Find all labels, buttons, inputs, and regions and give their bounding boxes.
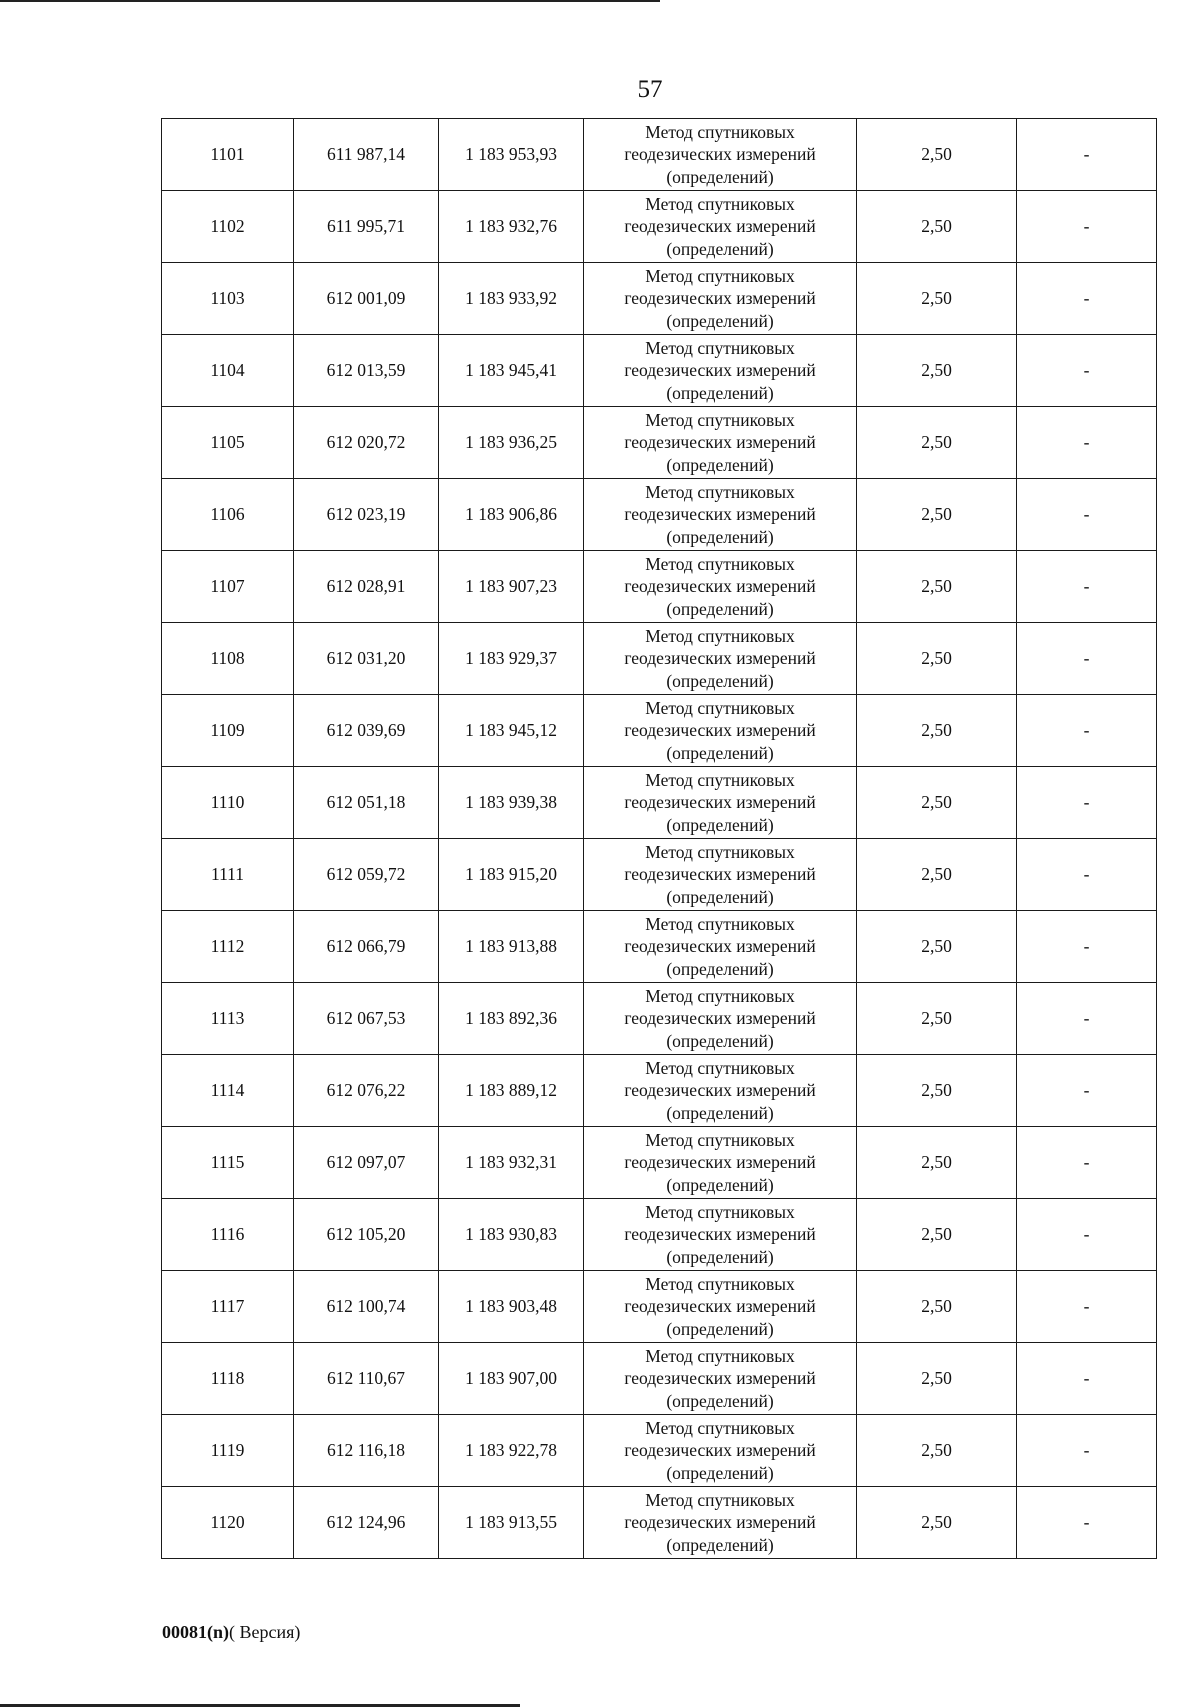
x-coordinate-cell: 612 031,20 xyxy=(294,623,439,695)
x-coordinate-cell: 612 001,09 xyxy=(294,263,439,335)
method-line: (определений) xyxy=(666,1246,774,1267)
method-line: Метод спутниковых xyxy=(645,1129,795,1150)
method-line: (определений) xyxy=(666,526,774,547)
x-coordinate-cell: 612 051,18 xyxy=(294,767,439,839)
point-number-cell: 1103 xyxy=(162,263,294,335)
method-line: (определений) xyxy=(666,1390,774,1411)
point-number-cell: 1116 xyxy=(162,1199,294,1271)
method-line: Метод спутниковых xyxy=(645,985,795,1006)
method-line: геодезических измерений xyxy=(624,1008,816,1029)
method-cell xyxy=(584,1271,857,1343)
x-coordinate-cell: 612 097,07 xyxy=(294,1127,439,1199)
method-line: (определений) xyxy=(666,454,774,475)
method-cell xyxy=(584,191,857,263)
point-number-cell: 1110 xyxy=(162,767,294,839)
table-row xyxy=(162,1487,1157,1559)
y-coordinate-cell: 1 183 936,25 xyxy=(439,407,584,479)
method-line: Метод спутниковых xyxy=(645,1489,795,1510)
method-line: (определений) xyxy=(666,1318,774,1339)
x-coordinate-cell: 612 059,72 xyxy=(294,839,439,911)
table-row xyxy=(162,407,1157,479)
method-line: Метод спутниковых xyxy=(645,553,795,574)
note-cell: - xyxy=(1017,767,1157,839)
y-coordinate-cell: 1 183 945,12 xyxy=(439,695,584,767)
precision-cell: 2,50 xyxy=(857,983,1017,1055)
table-row xyxy=(162,263,1157,335)
footer-code: 00081(n) xyxy=(162,1622,229,1642)
method-line: (определений) xyxy=(666,958,774,979)
method-cell xyxy=(584,119,857,191)
method-cell xyxy=(584,335,857,407)
y-coordinate-cell: 1 183 906,86 xyxy=(439,479,584,551)
note-cell: - xyxy=(1017,1127,1157,1199)
coordinates-table xyxy=(161,118,1157,1559)
method-cell xyxy=(584,407,857,479)
point-number-cell: 1102 xyxy=(162,191,294,263)
point-number-cell: 1117 xyxy=(162,1271,294,1343)
method-cell xyxy=(584,695,857,767)
method-line: геодезических измерений xyxy=(624,576,816,597)
method-line: Метод спутниковых xyxy=(645,1417,795,1438)
note-cell: - xyxy=(1017,335,1157,407)
table-row xyxy=(162,623,1157,695)
coordinates-table-body xyxy=(162,119,1157,1559)
precision-cell: 2,50 xyxy=(857,1127,1017,1199)
method-cell xyxy=(584,1343,857,1415)
precision-cell: 2,50 xyxy=(857,839,1017,911)
table-row xyxy=(162,551,1157,623)
method-cell xyxy=(584,479,857,551)
method-line: геодезических измерений xyxy=(624,504,816,525)
x-coordinate-cell: 611 995,71 xyxy=(294,191,439,263)
method-line: (определений) xyxy=(666,310,774,331)
method-line: (определений) xyxy=(666,238,774,259)
point-number-cell: 1108 xyxy=(162,623,294,695)
method-cell xyxy=(584,1199,857,1271)
y-coordinate-cell: 1 183 907,23 xyxy=(439,551,584,623)
method-line: Метод спутниковых xyxy=(645,481,795,502)
method-cell xyxy=(584,839,857,911)
method-cell xyxy=(584,1415,857,1487)
y-coordinate-cell: 1 183 889,12 xyxy=(439,1055,584,1127)
method-line: Метод спутниковых xyxy=(645,697,795,718)
x-coordinate-cell: 612 067,53 xyxy=(294,983,439,1055)
precision-cell: 2,50 xyxy=(857,1271,1017,1343)
x-coordinate-cell: 612 124,96 xyxy=(294,1487,439,1559)
y-coordinate-cell: 1 183 915,20 xyxy=(439,839,584,911)
y-coordinate-cell: 1 183 922,78 xyxy=(439,1415,584,1487)
x-coordinate-cell: 612 039,69 xyxy=(294,695,439,767)
method-line: геодезических измерений xyxy=(624,792,816,813)
y-coordinate-cell: 1 183 933,92 xyxy=(439,263,584,335)
method-line: геодезических измерений xyxy=(624,432,816,453)
precision-cell: 2,50 xyxy=(857,911,1017,983)
table-row xyxy=(162,911,1157,983)
note-cell: - xyxy=(1017,119,1157,191)
method-line: геодезических измерений xyxy=(624,936,816,957)
method-cell xyxy=(584,263,857,335)
table-row xyxy=(162,335,1157,407)
precision-cell: 2,50 xyxy=(857,335,1017,407)
y-coordinate-cell: 1 183 953,93 xyxy=(439,119,584,191)
y-coordinate-cell: 1 183 907,00 xyxy=(439,1343,584,1415)
table-row xyxy=(162,695,1157,767)
method-line: геодезических измерений xyxy=(624,1296,816,1317)
method-line: Метод спутниковых xyxy=(645,625,795,646)
method-line: геодезических измерений xyxy=(624,1368,816,1389)
method-line: (определений) xyxy=(666,1462,774,1483)
method-cell xyxy=(584,767,857,839)
footer-doc-code xyxy=(162,1622,300,1643)
method-line: (определений) xyxy=(666,166,774,187)
y-coordinate-cell: 1 183 939,38 xyxy=(439,767,584,839)
table-row xyxy=(162,1343,1157,1415)
point-number-cell: 1120 xyxy=(162,1487,294,1559)
x-coordinate-cell: 612 116,18 xyxy=(294,1415,439,1487)
precision-cell: 2,50 xyxy=(857,191,1017,263)
method-line: геодезических измерений xyxy=(624,1152,816,1173)
precision-cell: 2,50 xyxy=(857,623,1017,695)
method-line: (определений) xyxy=(666,382,774,403)
point-number-cell: 1115 xyxy=(162,1127,294,1199)
table-row xyxy=(162,1271,1157,1343)
point-number-cell: 1105 xyxy=(162,407,294,479)
table-row xyxy=(162,983,1157,1055)
method-line: геодезических измерений xyxy=(624,864,816,885)
table-row xyxy=(162,1127,1157,1199)
note-cell: - xyxy=(1017,623,1157,695)
precision-cell: 2,50 xyxy=(857,1343,1017,1415)
y-coordinate-cell: 1 183 945,41 xyxy=(439,335,584,407)
point-number-cell: 1107 xyxy=(162,551,294,623)
method-line: геодезических измерений xyxy=(624,1512,816,1533)
method-cell xyxy=(584,623,857,695)
y-coordinate-cell: 1 183 930,83 xyxy=(439,1199,584,1271)
note-cell: - xyxy=(1017,1415,1157,1487)
method-line: Метод спутниковых xyxy=(645,121,795,142)
page-number: 57 xyxy=(637,76,663,103)
method-line: Метод спутниковых xyxy=(645,1273,795,1294)
point-number-cell: 1119 xyxy=(162,1415,294,1487)
note-cell: - xyxy=(1017,407,1157,479)
method-line: Метод спутниковых xyxy=(645,193,795,214)
method-line: геодезических измерений xyxy=(624,1440,816,1461)
note-cell: - xyxy=(1017,695,1157,767)
x-coordinate-cell: 612 023,19 xyxy=(294,479,439,551)
precision-cell: 2,50 xyxy=(857,119,1017,191)
method-line: геодезических измерений xyxy=(624,648,816,669)
method-line: (определений) xyxy=(666,886,774,907)
method-line: (определений) xyxy=(666,1534,774,1555)
table-row xyxy=(162,839,1157,911)
precision-cell: 2,50 xyxy=(857,1487,1017,1559)
y-coordinate-cell: 1 183 932,76 xyxy=(439,191,584,263)
method-cell xyxy=(584,551,857,623)
precision-cell: 2,50 xyxy=(857,767,1017,839)
note-cell: - xyxy=(1017,1343,1157,1415)
scan-edge-top xyxy=(0,0,660,2)
method-line: Метод спутниковых xyxy=(645,1201,795,1222)
point-number-cell: 1112 xyxy=(162,911,294,983)
note-cell: - xyxy=(1017,191,1157,263)
method-line: Метод спутниковых xyxy=(645,1345,795,1366)
point-number-cell: 1111 xyxy=(162,839,294,911)
footer-version: ( Версия) xyxy=(229,1622,301,1642)
y-coordinate-cell: 1 183 932,31 xyxy=(439,1127,584,1199)
method-line: геодезических измерений xyxy=(624,216,816,237)
x-coordinate-cell: 612 066,79 xyxy=(294,911,439,983)
method-cell xyxy=(584,983,857,1055)
precision-cell: 2,50 xyxy=(857,1199,1017,1271)
note-cell: - xyxy=(1017,983,1157,1055)
precision-cell: 2,50 xyxy=(857,479,1017,551)
precision-cell: 2,50 xyxy=(857,1055,1017,1127)
point-number-cell: 1113 xyxy=(162,983,294,1055)
x-coordinate-cell: 612 013,59 xyxy=(294,335,439,407)
precision-cell: 2,50 xyxy=(857,263,1017,335)
point-number-cell: 1104 xyxy=(162,335,294,407)
method-line: (определений) xyxy=(666,598,774,619)
x-coordinate-cell: 612 105,20 xyxy=(294,1199,439,1271)
table-row xyxy=(162,479,1157,551)
precision-cell: 2,50 xyxy=(857,407,1017,479)
method-line: (определений) xyxy=(666,1174,774,1195)
method-line: Метод спутниковых xyxy=(645,841,795,862)
point-number-cell: 1109 xyxy=(162,695,294,767)
method-line: (определений) xyxy=(666,814,774,835)
x-coordinate-cell: 611 987,14 xyxy=(294,119,439,191)
y-coordinate-cell: 1 183 913,88 xyxy=(439,911,584,983)
method-line: Метод спутниковых xyxy=(645,337,795,358)
method-line: геодезических измерений xyxy=(624,144,816,165)
method-line: Метод спутниковых xyxy=(645,913,795,934)
method-line: Метод спутниковых xyxy=(645,265,795,286)
method-line: (определений) xyxy=(666,1102,774,1123)
method-line: Метод спутниковых xyxy=(645,1057,795,1078)
y-coordinate-cell: 1 183 892,36 xyxy=(439,983,584,1055)
x-coordinate-cell: 612 076,22 xyxy=(294,1055,439,1127)
y-coordinate-cell: 1 183 929,37 xyxy=(439,623,584,695)
x-coordinate-cell: 612 028,91 xyxy=(294,551,439,623)
scan-edge-bottom xyxy=(0,1704,520,1707)
method-cell xyxy=(584,1127,857,1199)
precision-cell: 2,50 xyxy=(857,551,1017,623)
method-line: геодезических измерений xyxy=(624,720,816,741)
note-cell: - xyxy=(1017,911,1157,983)
method-cell xyxy=(584,1487,857,1559)
x-coordinate-cell: 612 020,72 xyxy=(294,407,439,479)
precision-cell: 2,50 xyxy=(857,1415,1017,1487)
method-line: геодезических измерений xyxy=(624,1080,816,1101)
table-row xyxy=(162,1415,1157,1487)
note-cell: - xyxy=(1017,479,1157,551)
point-number-cell: 1114 xyxy=(162,1055,294,1127)
table-row xyxy=(162,1199,1157,1271)
y-coordinate-cell: 1 183 913,55 xyxy=(439,1487,584,1559)
method-line: Метод спутниковых xyxy=(645,769,795,790)
point-number-cell: 1118 xyxy=(162,1343,294,1415)
x-coordinate-cell: 612 100,74 xyxy=(294,1271,439,1343)
note-cell: - xyxy=(1017,551,1157,623)
y-coordinate-cell: 1 183 903,48 xyxy=(439,1271,584,1343)
note-cell: - xyxy=(1017,1199,1157,1271)
table-row xyxy=(162,119,1157,191)
table-row xyxy=(162,767,1157,839)
method-line: геодезических измерений xyxy=(624,360,816,381)
method-line: геодезических измерений xyxy=(624,288,816,309)
precision-cell: 2,50 xyxy=(857,695,1017,767)
table-row xyxy=(162,191,1157,263)
point-number-cell: 1101 xyxy=(162,119,294,191)
method-line: (определений) xyxy=(666,742,774,763)
note-cell: - xyxy=(1017,839,1157,911)
note-cell: - xyxy=(1017,1271,1157,1343)
note-cell: - xyxy=(1017,1487,1157,1559)
method-cell xyxy=(584,911,857,983)
method-cell xyxy=(584,1055,857,1127)
method-line: (определений) xyxy=(666,1030,774,1051)
table-row xyxy=(162,1055,1157,1127)
method-line: (определений) xyxy=(666,670,774,691)
method-line: Метод спутниковых xyxy=(645,409,795,430)
note-cell: - xyxy=(1017,263,1157,335)
method-line: геодезических измерений xyxy=(624,1224,816,1245)
point-number-cell: 1106 xyxy=(162,479,294,551)
x-coordinate-cell: 612 110,67 xyxy=(294,1343,439,1415)
note-cell: - xyxy=(1017,1055,1157,1127)
